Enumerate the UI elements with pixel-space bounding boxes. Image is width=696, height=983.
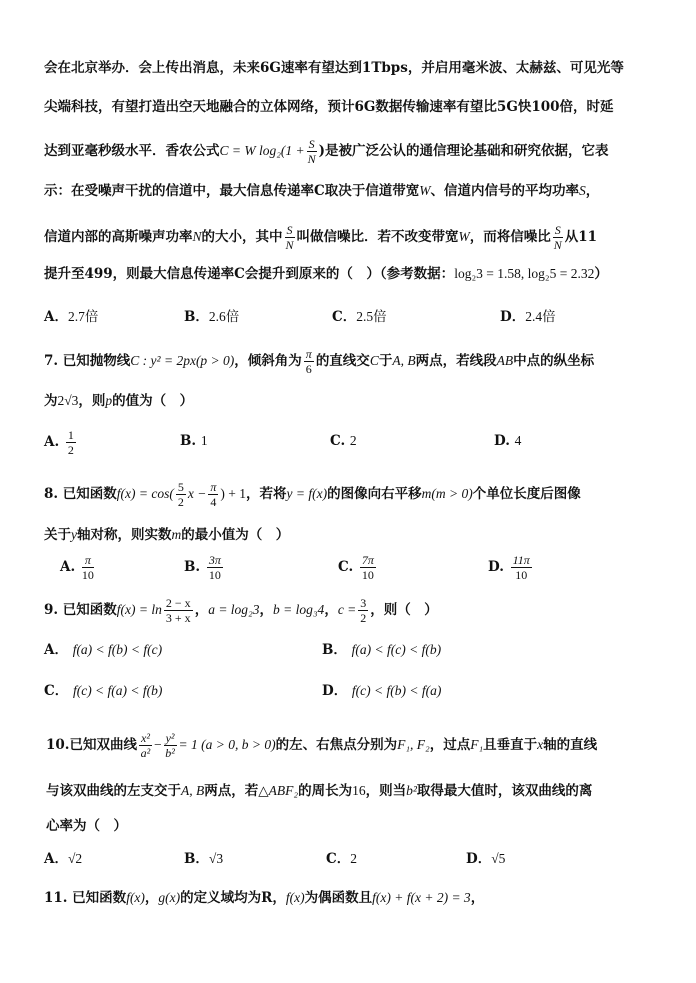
paragraph-line-6 — [44, 263, 656, 285]
fraction-s-over-n: $\frac{S}{N}$ — [553, 223, 562, 252]
q8-option-a[interactable]: A. $\frac{\pi}{10}$ — [60, 553, 94, 582]
q8-option-c[interactable]: C. $\frac{7\pi}{10}$ — [338, 553, 374, 582]
q7-option-b[interactable]: B. 1 — [180, 433, 208, 449]
text: ） — [594, 266, 608, 282]
text: C取决于信道带宽 — [314, 183, 420, 199]
q8-option-b[interactable]: B. $\frac{3\pi}{10}$ — [184, 553, 221, 582]
q9-option-b[interactable]: B． f(a) < f(c) < f(b) — [322, 642, 442, 658]
q8-stem-line-2: 关于y轴对称，则实数m的最小值为（ ） — [44, 527, 290, 543]
symbol-w: W — [458, 229, 470, 244]
symbol-s: S — [579, 183, 586, 198]
symbol-n: N — [192, 229, 202, 244]
q10-stem-line-3: 心率为（ ） — [46, 818, 127, 834]
text: 的大小，其中 — [201, 229, 283, 245]
q6-option-d[interactable]: D．2.4倍 — [500, 309, 556, 325]
formula: C = W log₂(1 + — [219, 143, 305, 158]
q7-stem-line-1: 7. 已知抛物线C : y² = 2px(p > 0)，倾斜角为 $\frac{\pi}{6}$ 的直线交C于A, B两点，若线段AB中点的纵坐标 — [44, 347, 595, 376]
paragraph-line-4 — [44, 180, 656, 202]
q10-option-a[interactable]: A．√2 — [44, 851, 83, 867]
q10-option-d[interactable]: D．√5 — [466, 851, 506, 867]
text: 达到亚毫秒级水平．香农公式 — [44, 143, 220, 159]
q10-stem-line-1: 10.已知双曲线 $\frac{\text{x²}}{\text{a²}}$ − $\frac{\text{y²}}{\text{b²}}$ = 1 (a > 0, b > 0)的左、右焦点分别为F₁, F₂，过点F₁且垂直于x轴的直线 — [46, 731, 598, 760]
q8-stem-line-1: 8. 已知函数f(x) = cos( $\frac{5}{2}$ x − $\frac{\pi}{4}$ ) + 1，若将y = f(x)的图像向右平移m(m > 0)个单位长度后图像 — [44, 480, 581, 509]
text: 示：在受噪声干扰的信道中，最大信息传递率 — [44, 183, 314, 199]
text: ， — [585, 183, 600, 199]
q9-stem: 9. 已知函数f(x) = ln $\frac{2 - x}{3 + x}$ ，a = log₂3，b = log₃4，c = $\frac{3}{2}$ ，则（ ） — [44, 596, 438, 625]
q9-option-a[interactable]: A． f(a) < f(b) < f(c) — [44, 642, 163, 658]
q7-stem-line-2: 为2√3，则p的值为（ ） — [44, 393, 194, 409]
q6-option-a[interactable]: A．2.7倍 — [44, 309, 99, 325]
text: 提升至499，则最大信息传递率C会提升到原来的（ ）（参考数据： — [44, 266, 455, 282]
text: )是被广泛公认的通信理论基础和研究依据，它表 — [318, 143, 609, 159]
q8-option-d[interactable]: D. $\frac{11\pi}{10}$ — [488, 553, 530, 582]
text: 信道内部的高斯噪声功率 — [44, 229, 193, 245]
q6-option-b[interactable]: B．2.6倍 — [184, 309, 240, 325]
paragraph-line-5 — [44, 223, 656, 252]
q7-option-d[interactable]: D. 4 — [494, 433, 522, 449]
q11-stem: 11. 已知函数f(x)，g(x)的定义域均为R，f(x)为偶函数且f(x) + f(x + 2) = 3， — [44, 890, 485, 906]
q10-stem-line-2: 与该双曲线的左支交于A, B两点，若△ABF₂的周长为16，则当b²取得最大值时，该双曲线的离 — [46, 783, 593, 799]
reference-data: log₂3 = 1.58, log₂5 = 2.32 — [454, 266, 595, 281]
text: ，而将信噪比 — [469, 229, 551, 245]
q10-option-c[interactable]: C．2 — [326, 851, 357, 867]
text: 从11 — [564, 229, 598, 245]
q9-option-d[interactable]: D． f(c) < f(b) < f(a) — [322, 683, 442, 699]
fraction-s-over-n: $\frac{S}{N}$ — [307, 137, 316, 166]
q9-option-c[interactable]: C． f(c) < f(a) < f(b) — [44, 683, 163, 699]
text: 、信道内信号的平均功率 — [430, 183, 579, 199]
paragraph-line-1: 会在北京举办．会上传出消息，未来6G速率有望达到1Tbps，并启用毫米波、太赫兹、可见光等 — [44, 60, 624, 76]
q7-option-c[interactable]: C. 2 — [330, 433, 357, 449]
paragraph-line-2: 尖端科技，有望打造出空天地融合的立体网络，预计6G数据传输速率有望比5G快100倍，时延 — [44, 99, 614, 115]
symbol-w: W — [419, 183, 431, 198]
q6-option-c[interactable]: C．2.5倍 — [332, 309, 387, 325]
q10-option-b[interactable]: B．√3 — [184, 851, 224, 867]
fraction-s-over-n: $\frac{S}{N}$ — [285, 223, 294, 252]
text: 叫做信噪比．若不改变带宽 — [296, 229, 459, 245]
q7-option-a[interactable]: A. $\frac{1}{2}$ — [44, 428, 74, 457]
fraction-pi-over-6: $\frac{\pi}{6}$ — [305, 347, 312, 376]
paragraph-line-3 — [44, 137, 656, 166]
